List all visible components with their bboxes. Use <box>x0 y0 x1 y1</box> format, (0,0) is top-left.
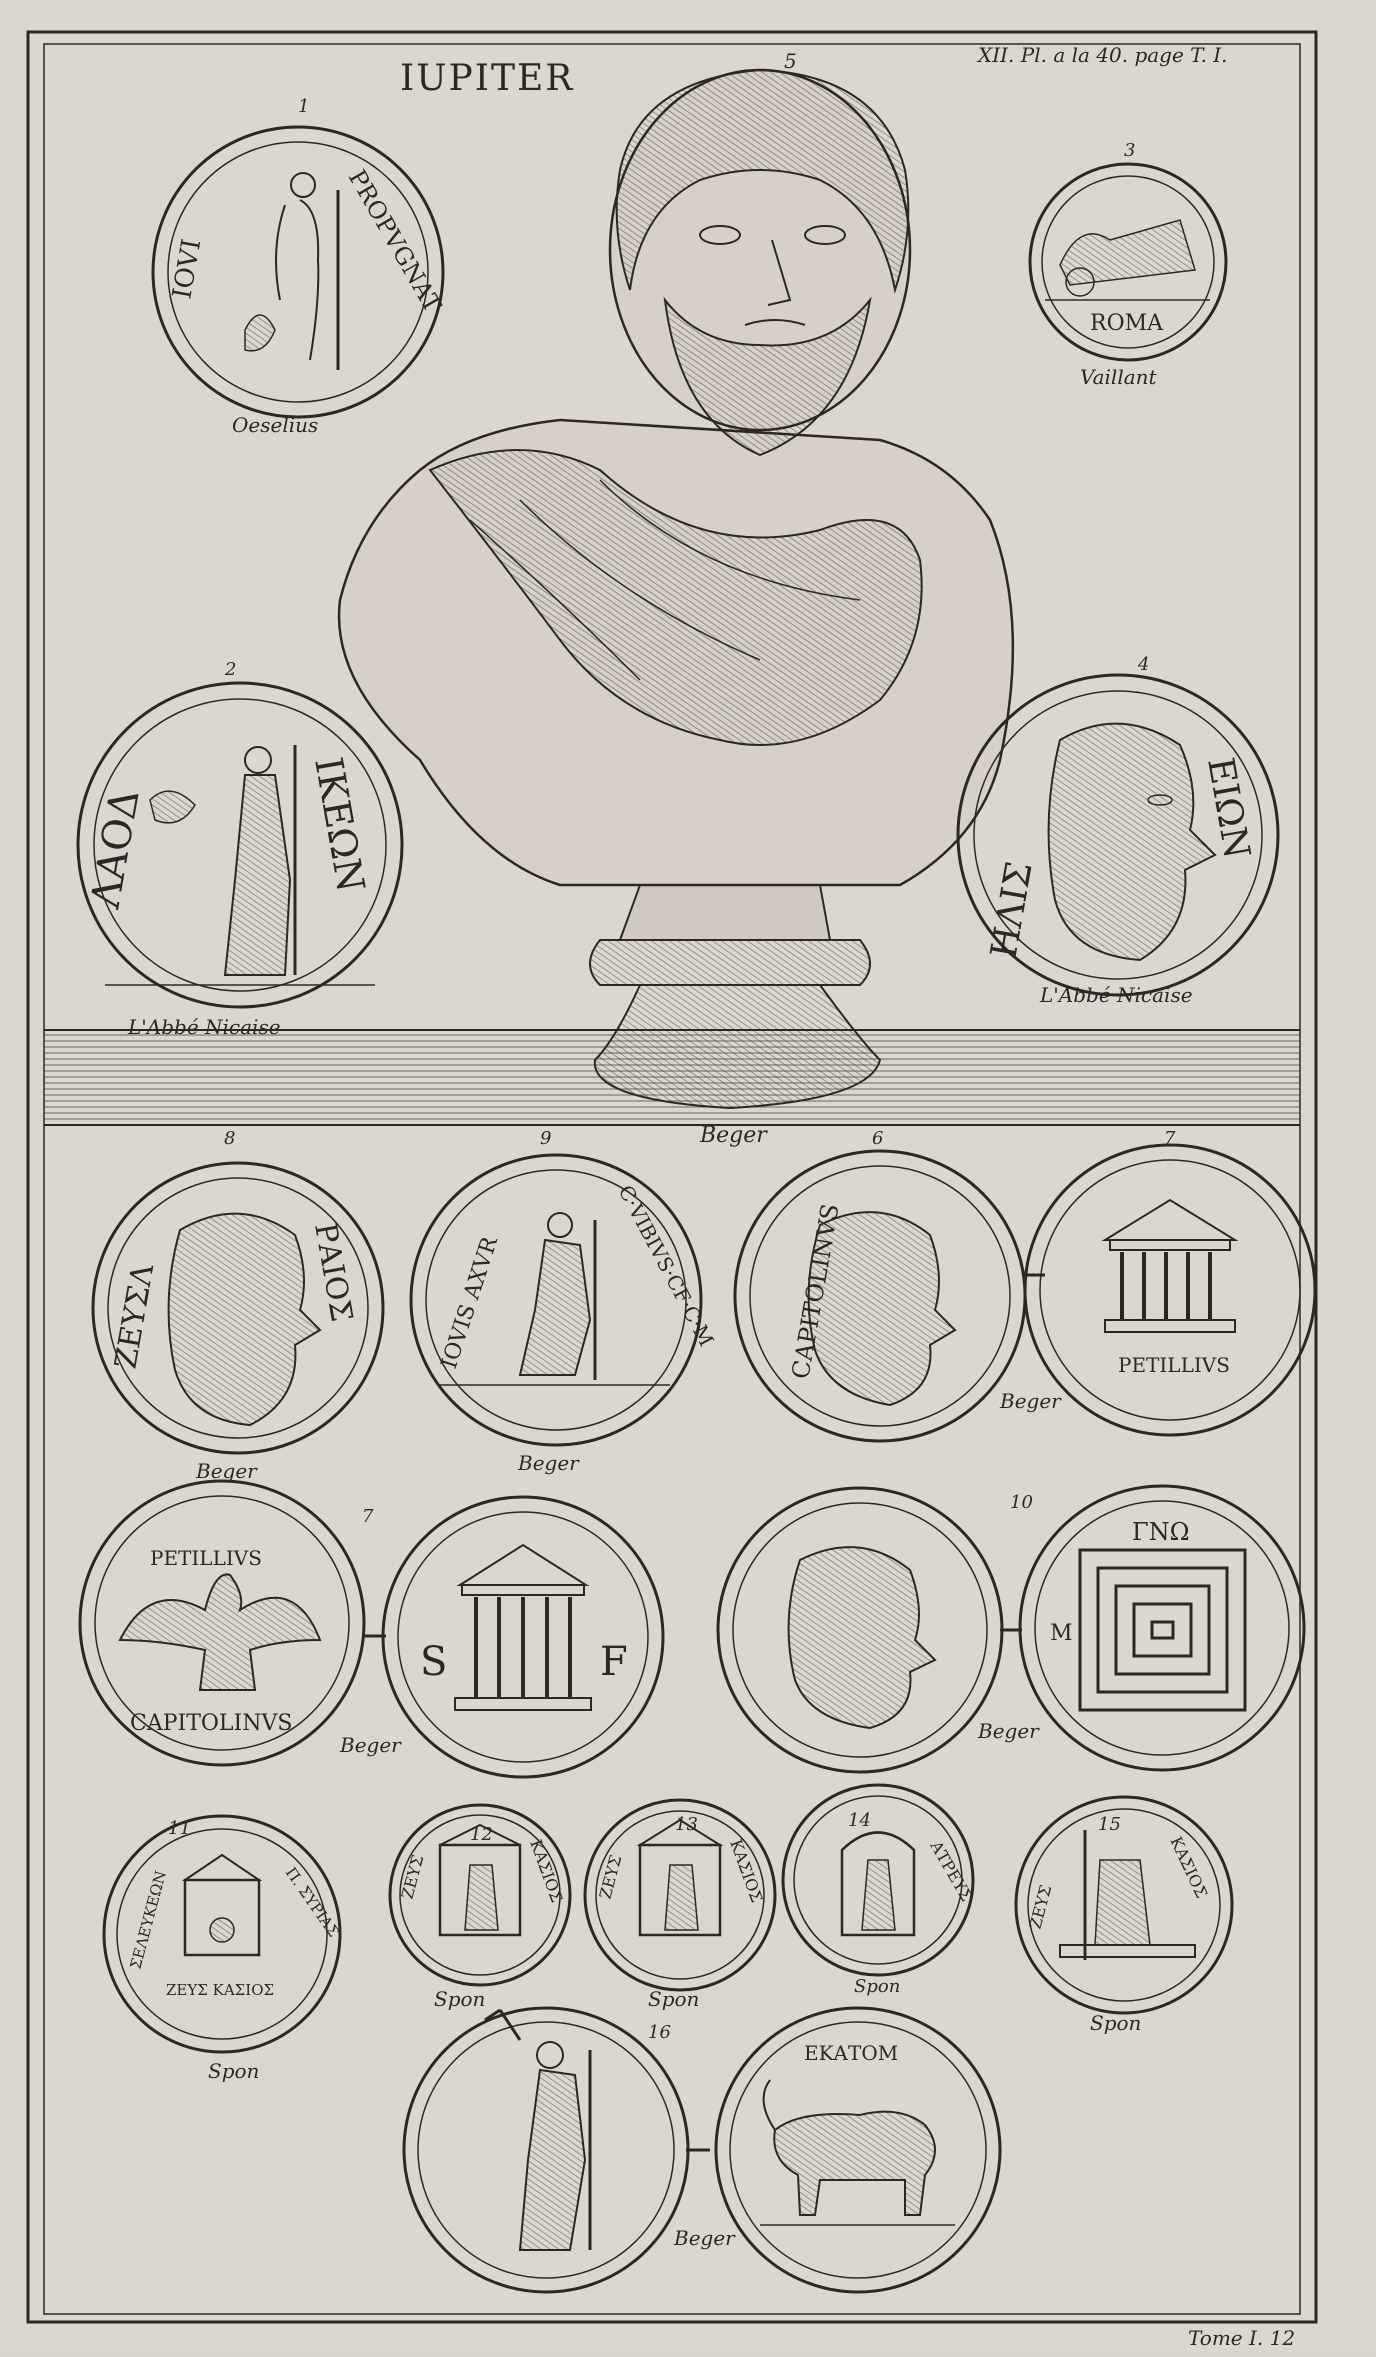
bust-number: 5 <box>784 49 797 73</box>
coin-number: 11 <box>168 1818 191 1839</box>
coin-credit: L'Abbé Nicaise <box>1040 983 1193 1007</box>
coin-number: 2 <box>225 659 237 680</box>
coin-legend-left: ΛΑΟΔ <box>82 786 149 912</box>
coin-credit: Spon <box>1090 2011 1142 2035</box>
coin-10-head <box>718 1488 1040 1772</box>
coin-credit: Beger <box>1000 1389 1061 1413</box>
coin-letter-left: M <box>1050 1621 1073 1646</box>
coin-legend-left: ΖΕΥΣΛ <box>108 1261 162 1372</box>
coin-7-eagle <box>80 1481 402 1765</box>
coin-16-lion <box>673 2008 1000 2292</box>
coin-legend-top: ΓΝΩ <box>1132 1518 1190 1546</box>
coin-credit: Spon <box>208 2059 260 2083</box>
coin-credit: Oeselius <box>232 413 319 437</box>
coin-credit: Spon <box>854 1976 901 1997</box>
plate-footer: Tome I. 12 <box>1188 2326 1296 2350</box>
coin-1 <box>153 96 447 437</box>
coin-credit: Vaillant <box>1080 365 1157 389</box>
coin-legend-right: ΡΑΙΟΣ <box>307 1220 359 1325</box>
coin-legend-right: ΑΤΡΕΥΣ <box>926 1837 977 1905</box>
coin-11 <box>104 1816 343 2083</box>
coin-number: 7 <box>1164 1128 1176 1149</box>
coin-number: 3 <box>1124 140 1136 161</box>
plate-reference: XII. Pl. a la 40. page T. I. <box>978 43 1228 67</box>
coin-legend-left: ΗΛΙΣ <box>983 858 1041 962</box>
coin-number: 7 <box>362 1506 374 1527</box>
coin-legend-bottom: ΖΕΥΣ ΚΑΣΙΟΣ <box>166 1981 275 1999</box>
coin-14 <box>783 1785 976 1997</box>
coin-credit: Beger <box>674 2226 735 2250</box>
jupiter-bust <box>339 49 1013 1148</box>
coin-10-labyrinth <box>1000 1486 1304 1770</box>
coin-2 <box>78 659 402 1039</box>
coin-credit: Spon <box>434 1987 486 2011</box>
coin-credit: Beger <box>340 1733 401 1757</box>
coin-legend: CAPITOLINVS <box>786 1201 845 1382</box>
bust-credit: Beger <box>700 1123 767 1148</box>
coin-legend-left: ΣΕΛΕΥΚΕΩΝ <box>126 1868 170 1972</box>
coin-credit: L'Abbé Nicaise <box>128 1015 281 1039</box>
coin-legend-top: ΕΚΑΤΟΜ <box>804 2041 899 2065</box>
coin-9 <box>411 1128 719 1475</box>
coin-legend-right: ΕΙΩΝ <box>1199 754 1258 862</box>
coin-number: 14 <box>848 1810 871 1831</box>
coin-credit: Spon <box>648 1987 700 2011</box>
coin-legend-right: ΚΑΣΙΟΣ <box>526 1836 567 1905</box>
coin-legend-right: PROPVGNAT <box>342 165 447 318</box>
coin-6 <box>735 1128 1062 1441</box>
coin-legend-left: ΖΕΥΣ <box>1025 1882 1056 1932</box>
coin-3 <box>1030 140 1226 389</box>
coin-number: 6 <box>872 1128 884 1149</box>
coin-credit: Beger <box>196 1459 257 1483</box>
coin-number: 16 <box>648 2022 671 2043</box>
coin-16-figure <box>404 2008 688 2292</box>
coin-7-reverse <box>1025 1128 1315 1435</box>
coin-legend-top: PETILLIVS <box>150 1546 262 1570</box>
coin-number: 1 <box>298 96 310 117</box>
coin-legend: ROMA <box>1090 311 1164 336</box>
coin-legend-right: C·VIBIVS·CF·C·M <box>613 1181 719 1351</box>
coin-15 <box>1016 1797 1232 2035</box>
coin-number: 15 <box>1098 1814 1121 1835</box>
coin-number: 10 <box>1010 1492 1033 1513</box>
coin-number: 13 <box>675 1814 698 1835</box>
coin-number: 9 <box>540 1128 552 1149</box>
coin-legend: PETILLIVS <box>1118 1353 1230 1377</box>
coin-number: 8 <box>224 1128 236 1149</box>
coin-12 <box>390 1805 570 2011</box>
coin-legend-bottom: CAPITOLINVS <box>130 1711 293 1736</box>
coin-legend-left: IOVI <box>167 236 208 302</box>
coin-legend-left: ΖΕΥΣ <box>397 1852 428 1902</box>
coin-legend-left: IOVIS AXVR <box>436 1233 504 1372</box>
coin-credit: Beger <box>978 1719 1039 1743</box>
coin-number: 4 <box>1138 654 1150 675</box>
coin-letter-right: F <box>600 1639 628 1685</box>
coin-letter-left: S <box>420 1639 448 1685</box>
coin-number: 12 <box>470 1824 493 1845</box>
coin-legend-right: ΚΑΣΙΟΣ <box>726 1836 767 1905</box>
coin-legend-right: ΚΑΣΙΟΣ <box>1166 1833 1212 1902</box>
coin-8 <box>93 1128 383 1483</box>
coin-legend-left: ΖΕΥΣ <box>595 1852 626 1902</box>
coin-legend-right: Π. ΣΥΡΙΑΣ <box>281 1863 343 1941</box>
coin-legend-right: ΙΚΕΩΝ <box>306 753 374 896</box>
coin-7-temple <box>362 1497 663 1777</box>
coin-13 <box>585 1800 775 2011</box>
plate-title: IUPITER <box>400 58 575 99</box>
coin-credit: Beger <box>518 1451 579 1475</box>
